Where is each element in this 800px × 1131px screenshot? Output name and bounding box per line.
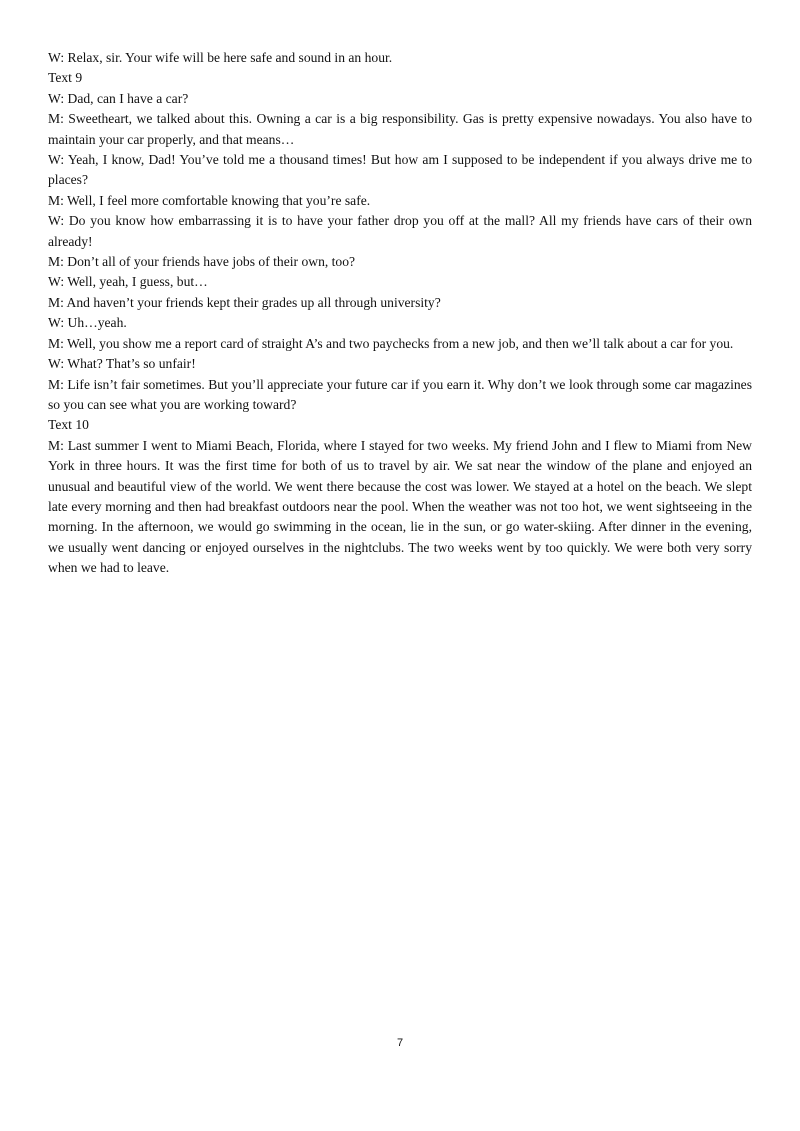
narrative-paragraph: M: Last summer I went to Miami Beach, Florida, where I stayed for two weeks. My friend John and I flew to Miami from New York in three hours. It was the first time for both of us to travel by air. We sat near the window of the plane and enjoyed an unusual and beautiful view of the world. We went there because the cost was lower. We stayed at a hotel on the beach. We slept late every morning and then had breakfast outdoors near the pool. When the weather was not too hot, we went sightseeing in the morning. In the afternoon, we would go swimming in the ocean, lie in the sun, or go water-skiing. After dinner in the evening, we usually went dancing or enjoyed ourselves in the nightclubs. The two weeks went by too quickly. We were both very sorry when we had to leave. [48,437,752,576]
dialogue-line: W: Uh…yeah. [48,315,127,331]
section-heading-text-10: Text 10 [48,417,89,433]
page-body [48,48,752,579]
dialogue-line: W: Well, yeah, I guess, but… [48,274,208,290]
page-number: 7 [396,1037,404,1049]
dialogue-line: M: Well, you show me a report card of straight A’s and two paychecks from a new job, and then we’ll talk about a car for you. [48,335,734,351]
dialogue-line: M: Sweetheart, we talked about this. Owning a car is a big responsibility. Gas is pretty expensive nowadays. You also have to maintain your car properly, and that means… [48,111,752,147]
dialogue-line: M: Don’t all of your friends have jobs of their own, too? [48,254,356,270]
dialogue-line: M: And haven’t your friends kept their grades up all through university? [48,294,441,310]
dialogue-line: M: Life isn’t fair sometimes. But you’ll appreciate your future car if you earn it. Why don’t we look through some car magazines so you can see what you are working toward? [48,376,752,412]
dialogue-line: W: Dad, can I have a car? [48,90,189,106]
dialogue-line: W: What? That’s so unfair! [48,356,196,372]
section-heading-text-9: Text 9 [48,70,83,86]
dialogue-line: W: Yeah, I know, Dad! You’ve told me a thousand times! But how am I supposed to be independent if you always drive me to places? [48,152,752,188]
dialogue-line: W: Relax, sir. Your wife will be here safe and sound in an hour. [48,50,393,65]
dialogue-line: M: Well, I feel more comfortable knowing that you’re safe. [48,192,371,208]
dialogue-line: W: Do you know how embarrassing it is to have your father drop you off at the mall? All my friends have cars of their own already! [48,213,752,249]
